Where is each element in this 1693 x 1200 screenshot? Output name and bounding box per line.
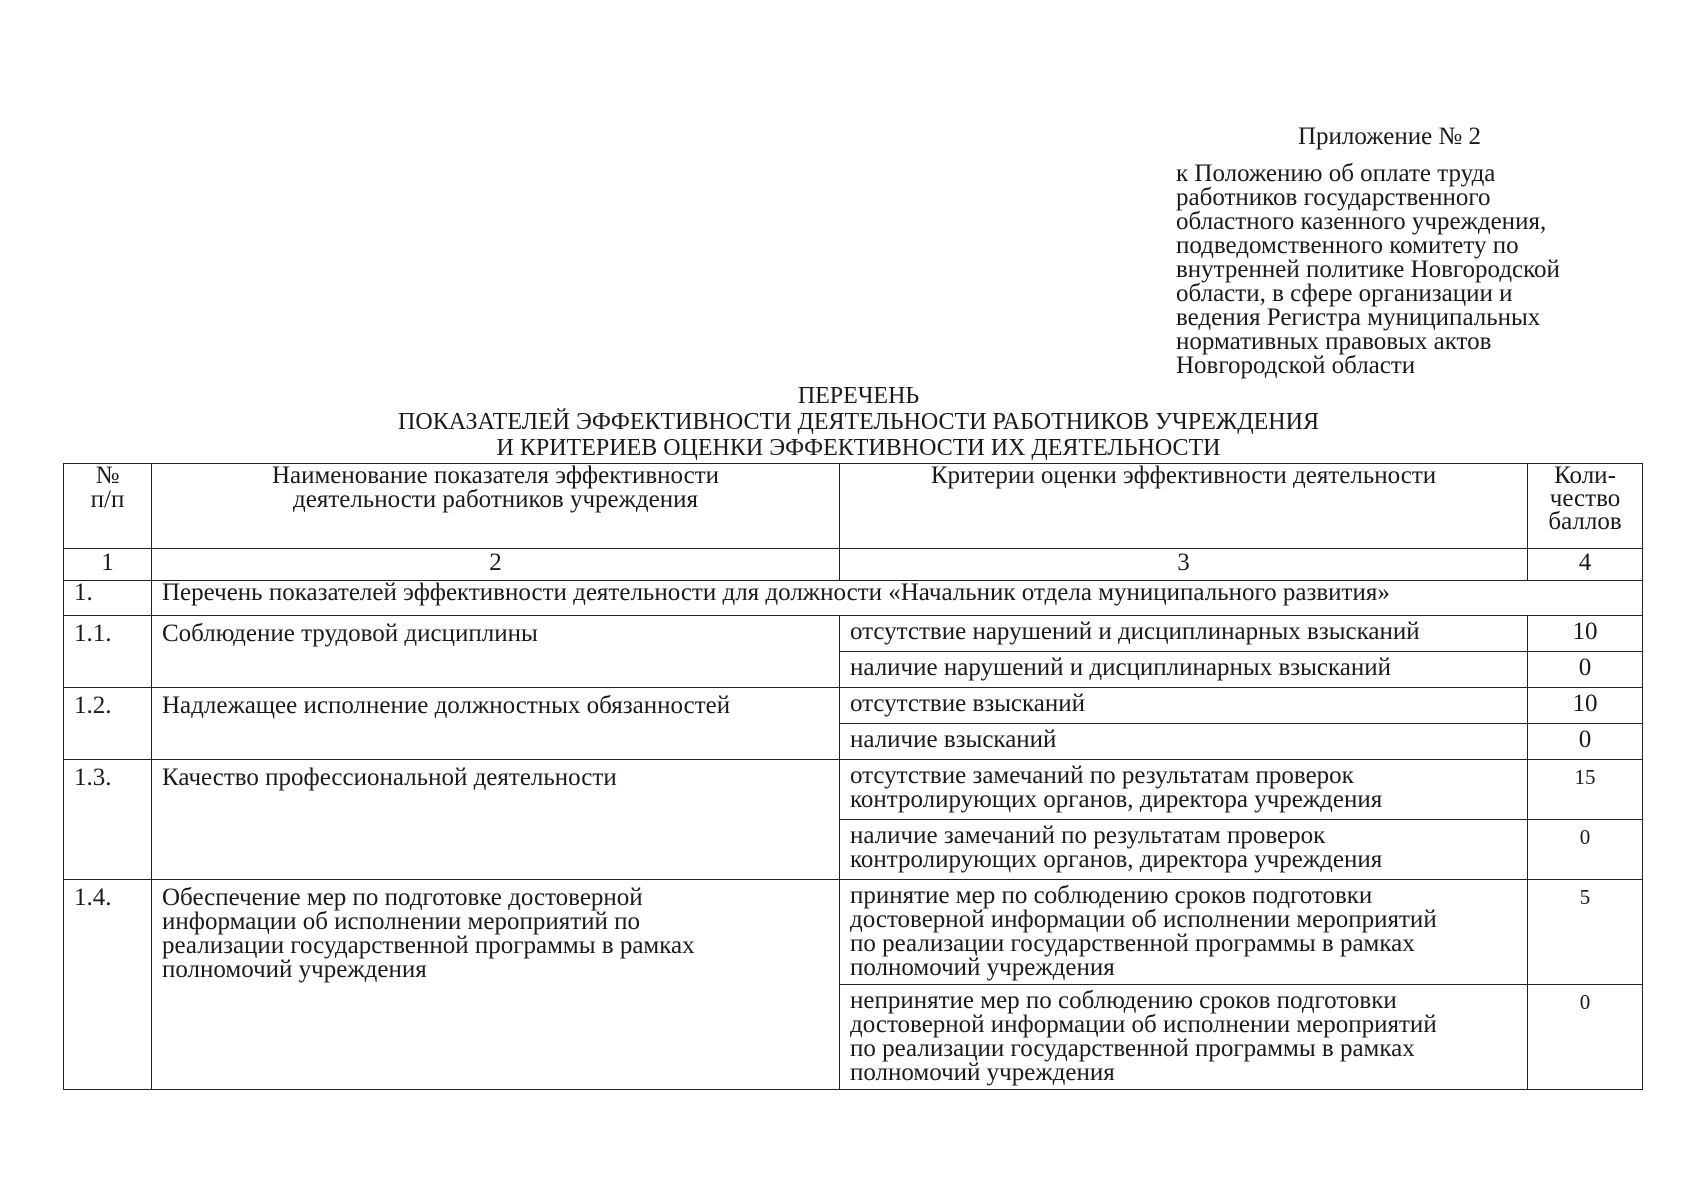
column-number: 2 [152,549,840,581]
criterion-text: наличие взысканий [840,724,1528,760]
table-row [64,688,1643,724]
appendix-line: внутренней политике Новгородской [1176,256,1560,283]
table-row [64,880,1643,985]
appendix-line: нормативных правовых актов [1176,328,1492,355]
criterion-points: 0 [1528,652,1643,688]
section-row [64,581,1643,616]
appendix-reference [1176,162,1676,378]
row-number: 1.1. [64,616,152,688]
criterion-text: принятие мер по соблюдению сроков подготовки достоверной информации об исполнении мероприятий по реализации государственной программы в рамках полномочий учреждения [840,880,1528,985]
indicator-name: Надлежащее исполнение должностных обязанностей [152,688,840,760]
criterion-text: наличие нарушений и дисциплинарных взысканий [840,652,1528,688]
document-heading [0,383,1693,461]
indicator-name: Качество профессиональной деятельности [152,760,840,880]
header-number: № п/п [64,464,152,549]
criterion-text: отсутствие взысканий [840,688,1528,724]
column-number: 1 [64,549,152,581]
header-points: Коли- чество баллов [1528,464,1643,549]
criterion-points: 0 [1528,724,1643,760]
appendix-title: Приложение № 2 [1298,123,1482,150]
indicator-name: Обеспечение мер по подготовке достоверной информации об исполнении мероприятий по реализации государственной программы в рамках полномочий учреждения [152,880,840,1090]
header-criteria: Критерии оценки эффективности деятельности [840,464,1528,549]
row-number: 1.3. [64,760,152,880]
table-row [64,616,1643,652]
criterion-points: 10 [1528,688,1643,724]
appendix-line: области, в сфере организации и [1176,280,1513,307]
criterion-points: 0 [1528,820,1643,880]
heading-line: И КРИТЕРИЕВ ОЦЕНКИ ЭФФЕКТИВНОСТИ ИХ ДЕЯТЕЛЬНОСТИ [496,435,1221,461]
row-number: 1.4. [64,880,152,1090]
column-number: 3 [840,549,1528,581]
criteria-table [63,463,1643,1090]
appendix-line: к Положению об оплате труда [1176,160,1496,187]
row-number: 1.2. [64,688,152,760]
criterion-text: непринятие мер по соблюдению сроков подготовки достоверной информации об исполнении мероприятий по реализации государственной программы в рамках полномочий учреждения [840,985,1528,1090]
criterion-points: 5 [1528,880,1643,985]
criterion-text: отсутствие нарушений и дисциплинарных взысканий [840,616,1528,652]
criterion-points: 10 [1528,616,1643,652]
heading-line: ПОКАЗАТЕЛЕЙ ЭФФЕКТИВНОСТИ ДЕЯТЕЛЬНОСТИ РАБОТНИКОВ УЧРЕЖДЕНИЯ [398,409,1319,435]
table-header-row [64,464,1643,549]
table-row [64,760,1643,820]
header-indicator-name: Наименование показателя эффективности деятельности работников учреждения [152,464,840,549]
appendix-line: Новгородской области [1176,352,1416,379]
appendix-line: подведомственного комитету по [1176,232,1519,259]
indicator-name: Соблюдение трудовой дисциплины [152,616,840,688]
appendix-line: ведения Регистра муниципальных [1176,304,1541,331]
section-number: 1. [64,581,152,616]
column-number: 4 [1528,549,1643,581]
column-number-row [64,549,1643,581]
criterion-text: отсутствие замечаний по результатам проверок контролирующих органов, директора учреждения [840,760,1528,820]
heading-line: ПЕРЕЧЕНЬ [797,383,920,409]
appendix-line: областного казенного учреждения, [1176,208,1547,235]
criterion-points: 15 [1528,760,1643,820]
section-title: Перечень показателей эффективности деятельности для должности «Начальник отдела муниципального развития» [152,581,1643,616]
criterion-points: 0 [1528,985,1643,1090]
appendix-line: работников государственного [1176,184,1491,211]
criterion-text: наличие замечаний по результатам проверок контролирующих органов, директора учреждения [840,820,1528,880]
